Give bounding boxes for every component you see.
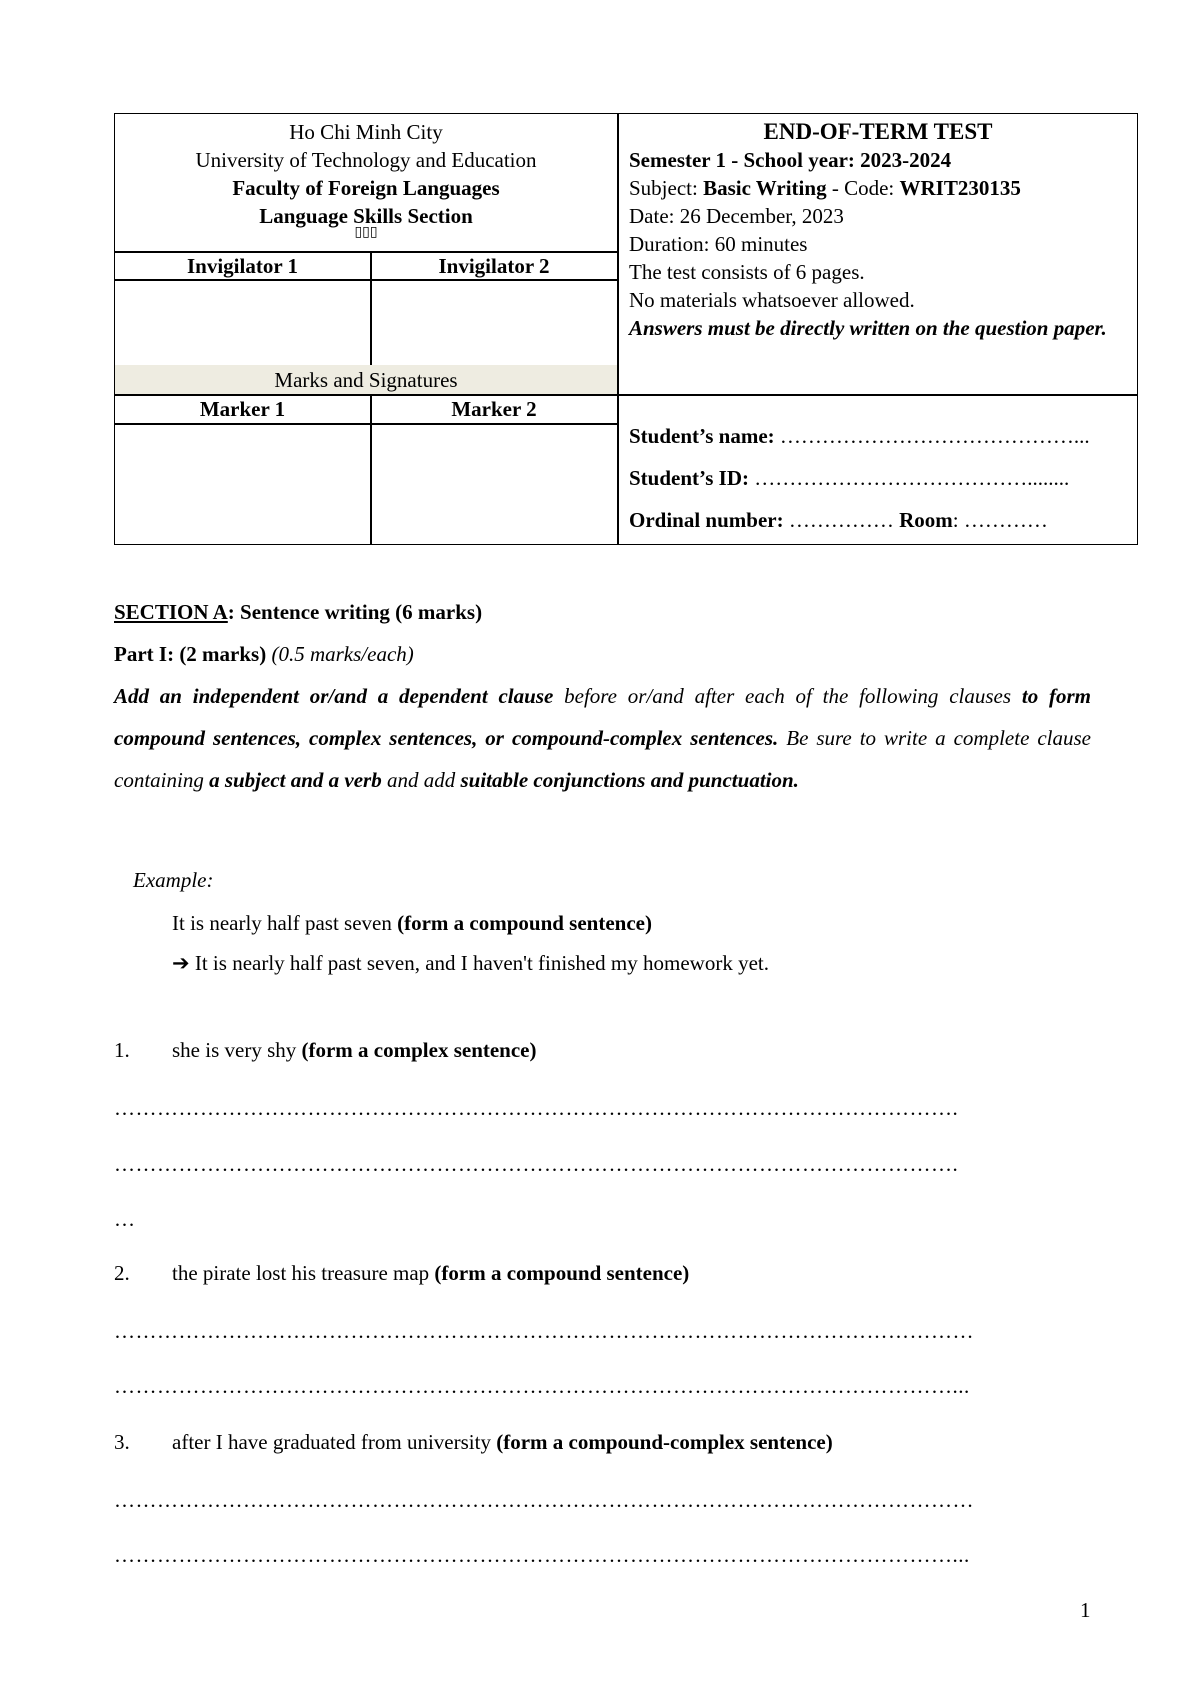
example-answer-text: It is nearly half past seven, and I haven't finished my homework yet. (194, 951, 769, 975)
page-count: The test consists of 6 pages. (629, 260, 865, 284)
answer-line[interactable]: ………………………………………………………………………………………………………… (114, 1488, 974, 1512)
student-name-label: Student’s name: (629, 424, 775, 448)
part-marks: (2 marks) (179, 642, 267, 666)
arrow-icon: ➔ (172, 951, 190, 975)
section-name: Language Skills Section (259, 204, 473, 228)
question-2-number: 2. (114, 1261, 130, 1285)
marker-2-label: Marker 2 (451, 397, 537, 421)
section-a-title: SECTION A (114, 600, 228, 624)
example-clause: It is nearly half past seven (172, 911, 392, 935)
page-number: 1 (1080, 1598, 1091, 1622)
table-divider (617, 114, 619, 544)
part-label: Part I: (114, 642, 175, 666)
marks-signatures-label: Marks and Signatures (274, 368, 458, 392)
instruction-7: suitable conjunctions and punctuation. (460, 768, 799, 792)
answers-note: Answers must be directly written on the question paper. (629, 316, 1107, 340)
question-2-task: (form a compound sentence) (434, 1261, 690, 1285)
test-title: END-OF-TERM TEST (763, 119, 993, 144)
answer-line[interactable]: ………………………………………………………………………………………………………. (114, 1152, 959, 1176)
question-2-clause: the pirate lost his treasure map (172, 1261, 430, 1285)
instruction-4: Be sure to write a complete clause containing (114, 726, 1092, 792)
code-prefix: - Code: (826, 176, 900, 200)
answer-line[interactable]: ………………………………………………………………………………………………………... (114, 1374, 970, 1398)
instruction-5: a subject and a verb (209, 768, 382, 792)
question-3-clause: after I have graduated from university (172, 1430, 491, 1454)
part-each: (0.5 marks/each) (271, 642, 414, 666)
answer-line[interactable]: ………………………………………………………………………………………………………. (114, 1096, 959, 1120)
room-label: Room (899, 508, 953, 532)
answer-line[interactable]: ………………………………………………………………………………………………………... (114, 1543, 970, 1567)
marker-1-label: Marker 1 (199, 397, 286, 421)
instruction-2: before or/and after each of the following clauses (553, 684, 1022, 708)
invigilator-2-label: Invigilator 2 (438, 254, 550, 278)
duration: Duration: 60 minutes (629, 232, 808, 256)
question-3-number: 3. (114, 1430, 130, 1454)
subject-line (629, 174, 1021, 202)
part-i-heading (114, 640, 414, 668)
materials-note: No materials whatsoever allowed. (629, 288, 915, 312)
example-label: Example: (133, 868, 214, 892)
course-code: WRIT230135 (899, 176, 1021, 200)
invigilator-1-label: Invigilator 1 (186, 254, 299, 278)
rule (617, 394, 1137, 396)
instruction-3: to form compound sentences, complex sentences, or compound-complex sentences. (114, 684, 1091, 750)
question-3-task: (form a compound-complex sentence) (496, 1430, 833, 1454)
section-a-subtitle: : Sentence writing (6 marks) (227, 600, 483, 624)
ordinal-room-row (629, 506, 1048, 534)
instructions (114, 675, 1091, 801)
question-1-task: (form a complex sentence) (301, 1038, 537, 1062)
ordinal-field[interactable]: …………… (788, 508, 894, 532)
section-a-heading (114, 598, 482, 626)
semester: Semester 1 - School year: 2023-2024 (629, 148, 952, 172)
answer-line[interactable]: … (114, 1207, 136, 1231)
ordinal-label: Ordinal number: (629, 508, 784, 532)
student-name-field[interactable]: ……………………………………... (779, 424, 1090, 448)
instruction-6: and add (381, 768, 461, 792)
example-prompt (172, 909, 652, 937)
answer-line[interactable]: ………………………………………………………………………………………………………… (114, 1319, 974, 1343)
example-task: (form a compound sentence) (397, 911, 652, 935)
faculty: Faculty of Foreign Languages (232, 176, 500, 200)
university: University of Technology and Education (195, 148, 537, 172)
exam-date: Date: 26 December, 2023 (629, 204, 844, 228)
rule (115, 423, 617, 425)
subject: Basic Writing (703, 176, 827, 200)
city: Ho Chi Minh City (289, 120, 443, 144)
room-field[interactable]: : ………… (952, 508, 1048, 532)
question-3 (172, 1428, 833, 1456)
ornament: ▯▯▯ (354, 225, 378, 240)
student-id-row (629, 464, 1069, 492)
student-name-row (629, 422, 1090, 450)
example-answer (172, 949, 769, 977)
question-1-number: 1. (114, 1038, 130, 1062)
student-id-field[interactable]: …………………………………........ (754, 466, 1070, 490)
question-2 (172, 1259, 689, 1287)
question-1 (172, 1036, 537, 1064)
instruction-1: Add an independent or/and a dependent clause (114, 684, 554, 708)
student-id-label: Student’s ID: (629, 466, 749, 490)
question-1-clause: she is very shy (172, 1038, 297, 1062)
header-table (114, 113, 1138, 545)
subject-prefix: Subject: (629, 176, 704, 200)
